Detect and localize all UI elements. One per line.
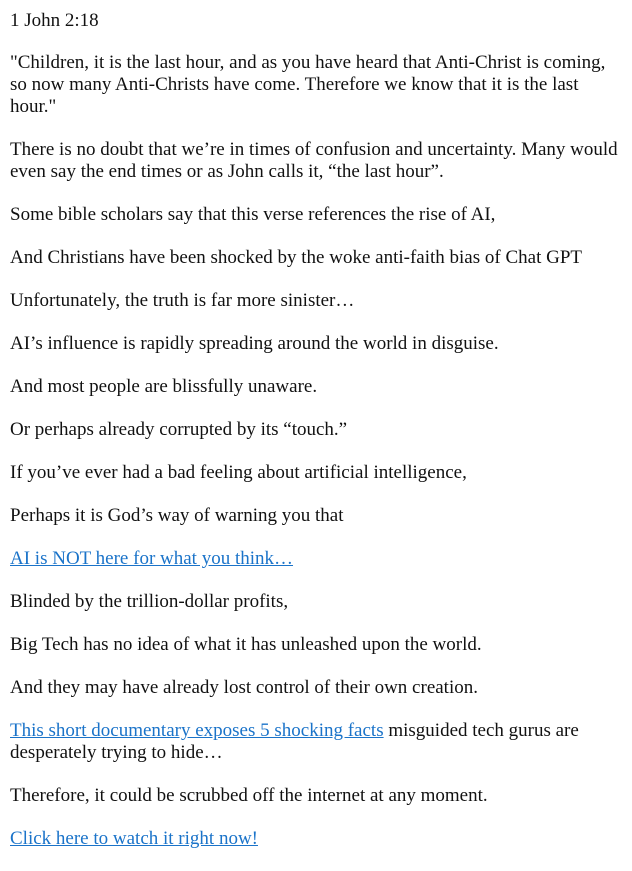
paragraph-ai-influence: AI’s influence is rapidly spreading around the world in disguise. — [10, 333, 499, 354]
watch-now-link[interactable]: Click here to watch it right now! — [10, 828, 258, 849]
paragraph-big-tech: Big Tech has no idea of what it has unleashed upon the world. — [10, 634, 482, 655]
scripture-verse: "Children, it is the last hour, and as you have heard that Anti-Christ is coming, so now many Anti-Christs have come. Therefore we know that it is the last hour." — [10, 52, 606, 117]
documentary-text: misguided tech gurus are desperately trying to hide… — [10, 720, 579, 763]
paragraph-corrupted: Or perhaps already corrupted by its “touch.” — [10, 419, 348, 440]
scripture-reference: 1 John 2:18 — [10, 10, 99, 31]
paragraph-scholars: Some bible scholars say that this verse references the rise of AI, — [10, 204, 496, 225]
paragraph-lost-control: And they may have already lost control of their own creation. — [10, 677, 478, 698]
paragraph-sinister: Unfortunately, the truth is far more sinister… — [10, 290, 355, 311]
paragraph-unaware: And most people are blissfully unaware. — [10, 376, 318, 397]
paragraph-end-times: There is no doubt that we’re in times of confusion and uncertainty. Many would even say the end times or as John calls it, “the last hour”. — [10, 139, 618, 182]
ai-not-here-link[interactable]: AI is NOT here for what you think… — [10, 548, 294, 569]
paragraph-scrubbed: Therefore, it could be scrubbed off the internet at any moment. — [10, 785, 488, 806]
paragraph-watch-link — [10, 828, 622, 850]
paragraph-gods-warning: Perhaps it is God’s way of warning you that — [10, 505, 344, 526]
documentary-link[interactable]: This short documentary exposes 5 shocking facts — [10, 720, 384, 741]
paragraph-documentary — [10, 720, 622, 764]
paragraph-ai-link — [10, 548, 622, 570]
paragraph-blinded: Blinded by the trillion-dollar profits, — [10, 591, 289, 612]
paragraph-chat-gpt-bias: And Christians have been shocked by the woke anti-faith bias of Chat GPT — [10, 247, 582, 268]
paragraph-bad-feeling: If you’ve ever had a bad feeling about artificial intelligence, — [10, 462, 467, 483]
